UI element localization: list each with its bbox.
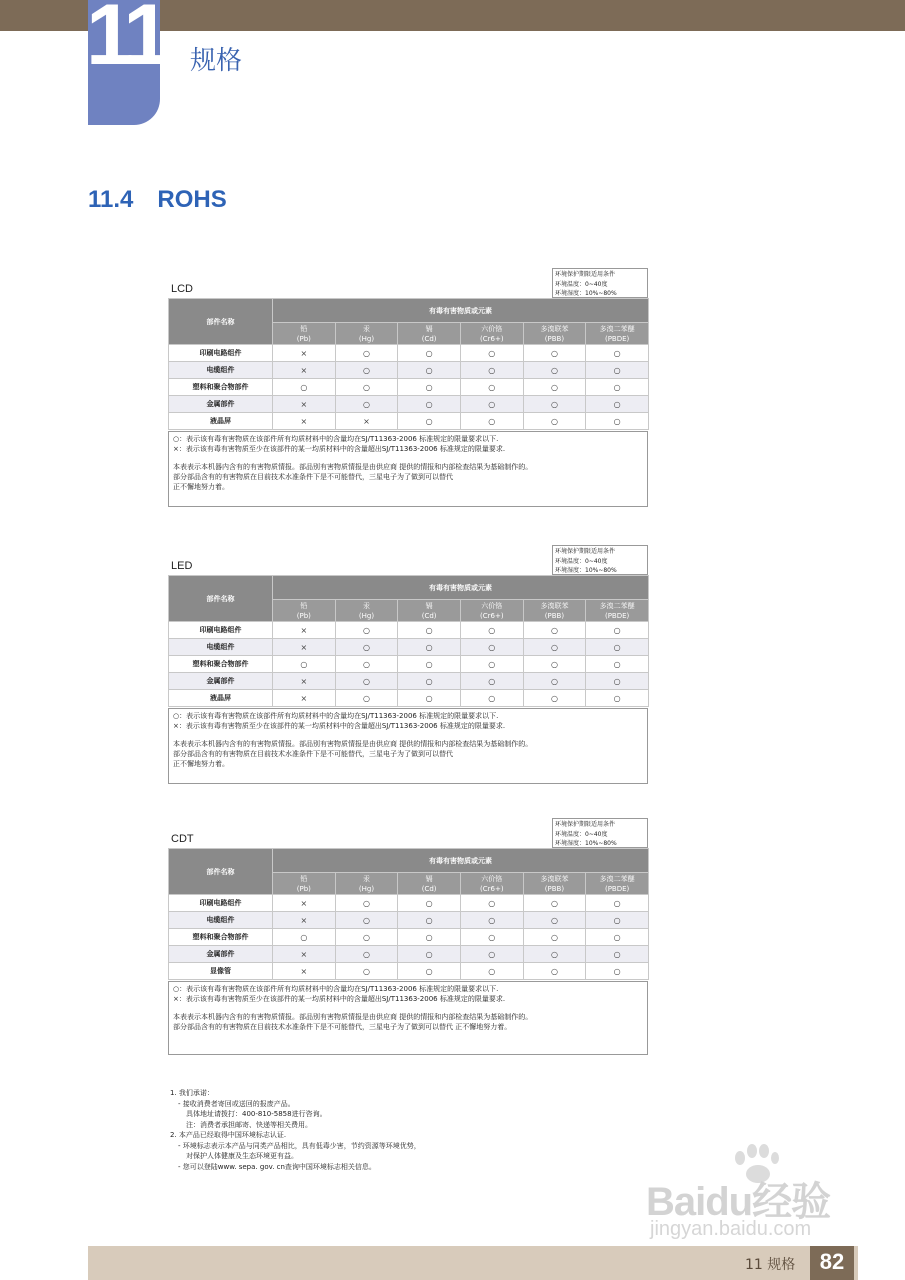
substance-column-header [335,323,398,345]
compliance-mark-cell: × [273,912,336,929]
compliance-mark-cell: ○ [586,413,649,430]
compliance-mark-cell: ○ [586,362,649,379]
compliance-mark-cell: ○ [523,690,586,707]
substance-symbol: (Pb) [296,334,311,343]
chapter-number: 11 [86,0,165,83]
substance-column-header [460,600,523,622]
compliance-mark-cell: ○ [273,656,336,673]
compliance-mark-cell: ○ [523,362,586,379]
footnote-line: - 您可以登陆www. sepa. gov. cn查询中国环境标志相关信息。 [178,1162,376,1171]
part-name-cell: 塑料和聚合物部件 [169,656,273,673]
compliance-mark-cell: ○ [586,690,649,707]
compliance-mark-cell: ○ [460,656,523,673]
table-row [169,345,649,362]
substance-name: 多溴联苯 [540,601,569,610]
rohs-table [168,298,649,430]
substance-column-header [523,873,586,895]
compliance-mark-cell: ○ [460,345,523,362]
substance-symbol: (Cd) [421,884,437,893]
compliance-mark-cell: ○ [523,379,586,396]
compliance-mark-cell: ○ [335,362,398,379]
table-row [169,946,649,963]
substance-name: 镉 [425,324,433,333]
substance-column-header [273,873,336,895]
substance-column-header [460,323,523,345]
substances-header: 有毒有害物质或元素 [273,849,649,873]
footnote-line: 注：消费者承担邮寄、快递等相关费用。 [186,1120,312,1129]
page-number: 82 [819,1249,845,1274]
substance-column-header [398,323,461,345]
compliance-mark-cell: ○ [398,345,461,362]
note-line: ×：表示该有毒有害物质至少在该部件的某一均质材料中的含量超出SJ/T11363-2006 标准规定的限量要求. [173,445,506,453]
compliance-mark-cell: ○ [523,963,586,980]
substance-column-header [398,873,461,895]
note-line: 本表表示本机器内含有的有害物质情报。部品别有害物质情报是由供应商 提供的情报和内部检查结果为基础制作的。 [173,1013,533,1021]
condition-line: 环境温度：0~40度 [555,280,608,288]
part-name-cell: 液晶屏 [169,413,273,430]
condition-line: 环境保护期限适用条件 [555,271,616,278]
part-name-header: 部件名称 [169,299,273,345]
compliance-mark-cell: ○ [398,413,461,430]
watermark [640,1140,870,1250]
table-notes [168,431,648,507]
substance-name: 六价铬 [481,601,503,610]
substance-name: 汞 [362,601,370,610]
table-label: LED [171,560,193,572]
part-name-cell: 塑料和聚合物部件 [169,929,273,946]
compliance-mark-cell: × [273,639,336,656]
substance-name: 铅 [300,324,308,333]
substance-column-header [523,600,586,622]
compliance-mark-cell: ○ [398,656,461,673]
compliance-mark-cell: ○ [335,379,398,396]
rohs-table [168,848,649,980]
compliance-mark-cell: ○ [335,622,398,639]
footnote-line: 对保护人体健康及生态环境更有益。 [186,1152,298,1160]
compliance-mark-cell: ○ [460,639,523,656]
note-line: 正不懈地努力着。 [173,760,229,768]
part-name-cell: 电缆组件 [169,912,273,929]
compliance-mark-cell: ○ [460,362,523,379]
substance-column-header [335,600,398,622]
compliance-mark-cell: ○ [586,895,649,912]
compliance-mark-cell: ○ [335,963,398,980]
substance-symbol: (PBB) [544,884,565,893]
substance-symbol: (Cr6+) [480,334,504,343]
compliance-mark-cell: ○ [335,639,398,656]
part-name-cell: 电缆组件 [169,362,273,379]
substance-column-header [586,600,649,622]
table-header-row [169,576,649,600]
table-header-row [169,849,649,873]
compliance-mark-cell: × [273,895,336,912]
compliance-mark-cell: ○ [398,946,461,963]
table-header-row [169,299,649,323]
compliance-mark-cell: ○ [398,690,461,707]
section-title [88,186,227,214]
part-name-header: 部件名称 [169,576,273,622]
compliance-mark-cell: ○ [586,912,649,929]
substance-symbol: (PBDE) [604,884,630,893]
compliance-mark-cell: × [273,345,336,362]
note-line: 部分部品含有的有害物质在目前技术水准条件下是不可能替代，三星电子为了做到可以替代 正不懈地努力着。 [173,1023,512,1031]
compliance-mark-cell: ○ [460,413,523,430]
compliance-mark-cell: ○ [460,396,523,413]
compliance-mark-cell: ○ [460,963,523,980]
compliance-mark-cell: ○ [398,963,461,980]
substance-column-header [523,323,586,345]
table-row [169,413,649,430]
rohs-table [168,575,649,707]
condition-line: 环境保护期限适用条件 [555,821,616,828]
condition-line: 环境保护期限适用条件 [555,548,616,555]
compliance-mark-cell: ○ [586,929,649,946]
compliance-mark-cell: ○ [335,929,398,946]
compliance-mark-cell: ○ [335,673,398,690]
compliance-mark-cell: ○ [586,639,649,656]
footnote-line: - 环境标志表示本产品与同类产品相比，具有低毒少害，节约资源等环境优势， [178,1141,421,1150]
substance-name: 汞 [362,874,370,883]
note-line: 部分部品含有的有害物质在目前技术水准条件下是不可能替代，三星电子为了做到可以替代 [173,473,453,481]
compliance-mark-cell: ○ [335,690,398,707]
compliance-mark-cell: ○ [523,673,586,690]
substance-symbol: (PBDE) [604,334,630,343]
substance-column-header [335,873,398,895]
compliance-mark-cell: ○ [460,690,523,707]
conditions-box [552,268,648,298]
compliance-mark-cell: × [273,946,336,963]
table-label: CDT [171,833,194,845]
compliance-mark-cell: ○ [523,895,586,912]
footnote-line: - 接收消费者寄回或送回的报废产品。 [178,1099,295,1108]
compliance-mark-cell: ○ [398,929,461,946]
compliance-mark-cell: ○ [273,929,336,946]
compliance-mark-cell: ○ [273,379,336,396]
compliance-mark-cell: ○ [398,362,461,379]
substance-name: 多溴二苯醚 [599,874,635,883]
note-line: ×：表示该有毒有害物质至少在该部件的某一均质材料中的含量超出SJ/T11363-2006 标准规定的限量要求. [173,722,506,730]
condition-line: 环境温度：0~40度 [555,557,608,565]
table-row [169,690,649,707]
table-row [169,929,649,946]
part-name-cell: 印刷电路组件 [169,895,273,912]
substance-symbol: (Pb) [296,611,311,620]
substance-name: 铅 [300,601,308,610]
compliance-mark-cell: ○ [335,656,398,673]
part-name-cell: 金属部件 [169,673,273,690]
part-name-header: 部件名称 [169,849,273,895]
footer-chapter-label: 11 规格 [745,1257,796,1273]
part-name-cell: 金属部件 [169,946,273,963]
footnotes [170,1088,640,1172]
substance-symbol: (Cd) [421,334,437,343]
substance-column-header [586,873,649,895]
substance-name: 六价铬 [481,324,503,333]
compliance-mark-cell: ○ [398,673,461,690]
substance-symbol: (Hg) [358,611,375,620]
compliance-mark-cell: ○ [460,929,523,946]
note-line: 正不懈地努力着。 [173,483,229,491]
compliance-mark-cell: ○ [335,946,398,963]
part-name-cell: 液晶屏 [169,690,273,707]
note-line: ○：表示该有毒有害物质在该部件所有均质材料中的含量均在SJ/T11363-2006 标准规定的限量要求以下. [173,435,499,443]
compliance-mark-cell: ○ [460,895,523,912]
compliance-mark-cell: × [273,963,336,980]
compliance-mark-cell: ○ [398,639,461,656]
table-row [169,963,649,980]
compliance-mark-cell: × [335,413,398,430]
section-number: 11.4 [88,186,134,213]
substance-symbol: (PBDE) [604,611,630,620]
part-name-cell: 塑料和聚合物部件 [169,379,273,396]
compliance-mark-cell: ○ [586,622,649,639]
substance-column-header [460,873,523,895]
substance-column-header [273,600,336,622]
compliance-mark-cell: ○ [523,622,586,639]
table-row [169,656,649,673]
substance-name: 镉 [425,601,433,610]
part-name-cell: 电缆组件 [169,639,273,656]
compliance-mark-cell: ○ [586,946,649,963]
compliance-mark-cell: ○ [523,929,586,946]
condition-line: 环境温度：0~40度 [555,830,608,838]
part-name-cell: 印刷电路组件 [169,622,273,639]
table-row [169,895,649,912]
substance-symbol: (PBB) [544,611,565,620]
compliance-mark-cell: ○ [460,622,523,639]
substances-header: 有毒有害物质或元素 [273,299,649,323]
compliance-mark-cell: ○ [460,379,523,396]
substance-name: 多溴联苯 [540,874,569,883]
compliance-mark-cell: × [273,413,336,430]
chapter-title: 规格 [190,46,243,76]
part-name-cell: 金属部件 [169,396,273,413]
substance-column-header [586,323,649,345]
footnote-line: 2. 本产品已经取得中国环境标志认证. [170,1131,287,1139]
compliance-mark-cell: ○ [523,345,586,362]
compliance-mark-cell: × [273,396,336,413]
compliance-mark-cell: ○ [586,379,649,396]
condition-line: 环境湿度：10%~80% [555,840,617,847]
compliance-mark-cell: ○ [586,656,649,673]
compliance-mark-cell: × [273,362,336,379]
substance-name: 镉 [425,874,433,883]
compliance-mark-cell: ○ [460,912,523,929]
table-label: LCD [171,283,194,295]
table-row [169,639,649,656]
note-line: ○：表示该有毒有害物质在该部件所有均质材料中的含量均在SJ/T11363-2006 标准规定的限量要求以下. [173,985,499,993]
substance-symbol: (Cd) [421,611,437,620]
table-row [169,622,649,639]
substance-name: 多溴二苯醚 [599,601,635,610]
substance-name: 多溴联苯 [540,324,569,333]
footnote-line: 1. 我们承诺： [170,1089,214,1097]
condition-line: 环境湿度：10%~80% [555,290,617,297]
compliance-mark-cell: ○ [460,673,523,690]
substance-symbol: (Cr6+) [480,611,504,620]
condition-line: 环境湿度：10%~80% [555,567,617,574]
compliance-mark-cell: × [273,673,336,690]
substance-symbol: (Hg) [358,334,375,343]
compliance-mark-cell: ○ [523,912,586,929]
footnote-line: 具体地址请拨打：400-810-5858进行咨询。 [186,1110,327,1118]
compliance-mark-cell: ○ [586,396,649,413]
compliance-mark-cell: ○ [523,396,586,413]
compliance-mark-cell: ○ [335,345,398,362]
table-row [169,396,649,413]
note-line: 部分部品含有的有害物质在目前技术水准条件下是不可能替代，三星电子为了做到可以替代 [173,750,453,758]
substance-column-header [273,323,336,345]
watermark-logo: Baidu经验 [646,1180,831,1224]
compliance-mark-cell: × [273,622,336,639]
part-name-cell: 印刷电路组件 [169,345,273,362]
compliance-mark-cell: ○ [586,673,649,690]
substance-name: 铅 [300,874,308,883]
compliance-mark-cell: ○ [523,413,586,430]
compliance-mark-cell: × [273,690,336,707]
note-line: ×：表示该有毒有害物质至少在该部件的某一均质材料中的含量超出SJ/T11363-2006 标准规定的限量要求. [173,995,506,1003]
substances-header: 有毒有害物质或元素 [273,576,649,600]
compliance-mark-cell: ○ [335,396,398,413]
part-name-cell: 显像管 [169,963,273,980]
bottom-bar [88,1246,858,1280]
substance-symbol: (Pb) [296,884,311,893]
table-row [169,362,649,379]
table-notes [168,981,648,1055]
compliance-mark-cell: ○ [523,639,586,656]
substance-symbol: (Hg) [358,884,375,893]
compliance-mark-cell: ○ [523,946,586,963]
substance-symbol: (PBB) [544,334,565,343]
substance-column-header [398,600,461,622]
conditions-box [552,818,648,848]
compliance-mark-cell: ○ [398,379,461,396]
compliance-mark-cell: ○ [586,345,649,362]
substance-name: 多溴二苯醚 [599,324,635,333]
compliance-mark-cell: ○ [398,912,461,929]
substance-name: 六价铬 [481,874,503,883]
substance-symbol: (Cr6+) [480,884,504,893]
compliance-mark-cell: ○ [523,656,586,673]
compliance-mark-cell: ○ [586,963,649,980]
compliance-mark-cell: ○ [460,946,523,963]
substance-name: 汞 [362,324,370,333]
watermark-url: jingyan.baidu.com [650,1218,812,1240]
table-row [169,379,649,396]
compliance-mark-cell: ○ [398,895,461,912]
compliance-mark-cell: ○ [398,396,461,413]
conditions-box [552,545,648,575]
table-row [169,673,649,690]
compliance-mark-cell: ○ [398,622,461,639]
compliance-mark-cell: ○ [335,912,398,929]
compliance-mark-cell: ○ [335,895,398,912]
table-row [169,912,649,929]
note-line: ○：表示该有毒有害物质在该部件所有均质材料中的含量均在SJ/T11363-2006 标准规定的限量要求以下. [173,712,499,720]
section-name: ROHS [157,186,227,213]
note-line: 本表表示本机器内含有的有害物质情报。部品别有害物质情报是由供应商 提供的情报和内部检查结果为基础制作的。 [173,740,533,748]
note-line: 本表表示本机器内含有的有害物质情报。部品别有害物质情报是由供应商 提供的情报和内部检查结果为基础制作的。 [173,463,533,471]
table-notes [168,708,648,784]
